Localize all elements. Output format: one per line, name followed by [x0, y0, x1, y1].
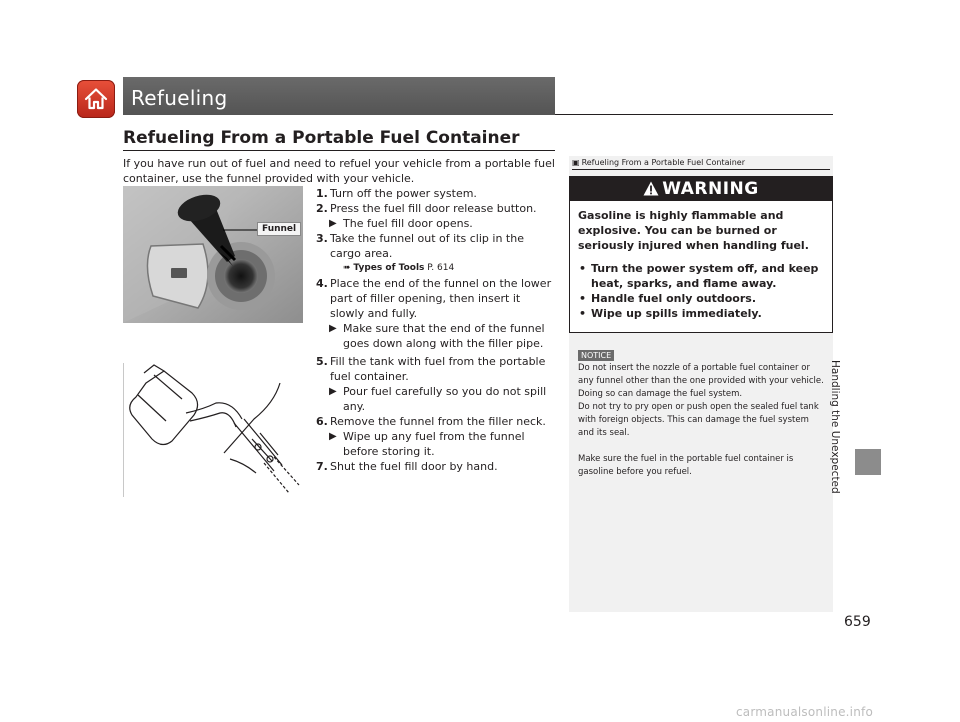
- funnel-photo: [123, 186, 303, 323]
- step-1: 1. Turn off the power system.: [316, 187, 477, 200]
- notice-paragraph-2: Do not try to pry open or push open the sealed fuel tank with foreign objects. This can damage the fuel system and its seal.: [578, 402, 819, 438]
- home-icon[interactable]: [77, 80, 115, 118]
- section-heading: Refueling From a Portable Fuel Container: [123, 128, 520, 148]
- triangle-arrow-icon: ▶: [329, 323, 337, 334]
- fuel-filler-illustration: [123, 186, 303, 323]
- instruction-steps: [316, 186, 556, 474]
- warning-banner: WARNING: [570, 177, 832, 201]
- warning-bullet-list: [570, 253, 832, 321]
- watermark: carmanualsonline.info: [736, 705, 873, 719]
- pouring-diagram: [123, 363, 303, 497]
- chapter-title-bar: [123, 77, 555, 115]
- title-rule: [555, 114, 833, 115]
- reference-marker-icon: ▣: [572, 158, 580, 167]
- intro-paragraph: If you have run out of fuel and need to refuel your vehicle from a portable fuel container, use the funnel provided with your vehicle.: [123, 157, 555, 185]
- page-title: Refueling: [131, 86, 228, 110]
- heading-rule: [123, 150, 555, 151]
- step-2: 2. Press the fuel fill door release button.: [316, 202, 537, 215]
- reference-icon: ➠: [343, 263, 351, 273]
- step-6-result: ▶ Wipe up any fuel from the funnel before storing it.: [329, 430, 525, 458]
- notice-text: [578, 362, 826, 479]
- warning-triangle-icon: [643, 179, 659, 203]
- warning-bullet: • Wipe up spills immediately.: [579, 307, 762, 320]
- warning-bullet: • Turn the power system off, and keep heat, sparks, and flame away.: [579, 262, 819, 290]
- triangle-arrow-icon: ▶: [329, 386, 337, 397]
- step-5-result: ▶ Pour fuel carefully so you do not spill any.: [329, 385, 547, 413]
- sidebar-heading: ▣ Refueling From a Portable Fuel Container: [572, 158, 830, 170]
- step-3: 3. Take the funnel out of its clip in the cargo area.: [316, 232, 524, 260]
- triangle-arrow-icon: ▶: [329, 431, 337, 442]
- triangle-arrow-icon: ▶: [329, 218, 337, 229]
- page-number: 659: [844, 614, 871, 630]
- step-4-result: ▶ Make sure that the end of the funnel goes down along with the filler pipe.: [329, 322, 545, 350]
- cross-reference-link[interactable]: ➠ Types of Tools P. 614: [343, 263, 455, 273]
- chapter-tab-label[interactable]: Handling the Unexpected: [829, 360, 841, 494]
- notice-paragraph-1: Do not insert the nozzle of a portable fuel container or any funnel other than the one provided with your vehicle. Doing so can damage the fuel system.: [578, 363, 824, 399]
- warning-text: Gasoline is highly flammable and explosive. You can be burned or seriously injured when handling fuel.: [578, 209, 809, 252]
- notice-paragraph-3: Make sure the fuel in the portable fuel container is gasoline before you refuel.: [578, 454, 794, 477]
- chapter-tab-marker: [855, 449, 881, 475]
- step-5: 5. Fill the tank with fuel from the portable fuel container.: [316, 355, 546, 383]
- step-6: 6. Remove the funnel from the filler neck.: [316, 415, 546, 428]
- warning-box: [569, 176, 833, 333]
- house-icon: [83, 86, 109, 112]
- portable-container-drawing: [124, 363, 303, 497]
- notice-badge: NOTICE: [578, 350, 614, 361]
- step-4: 4. Place the end of the funnel on the lower part of filler opening, then insert it slowly and fully.: [316, 277, 552, 320]
- warning-bullet: • Handle fuel only outdoors.: [579, 292, 757, 305]
- step-2-result: ▶ The fuel fill door opens.: [329, 217, 473, 230]
- funnel-callout-label: Funnel: [257, 222, 301, 236]
- step-7: 7. Shut the fuel fill door by hand.: [316, 460, 498, 473]
